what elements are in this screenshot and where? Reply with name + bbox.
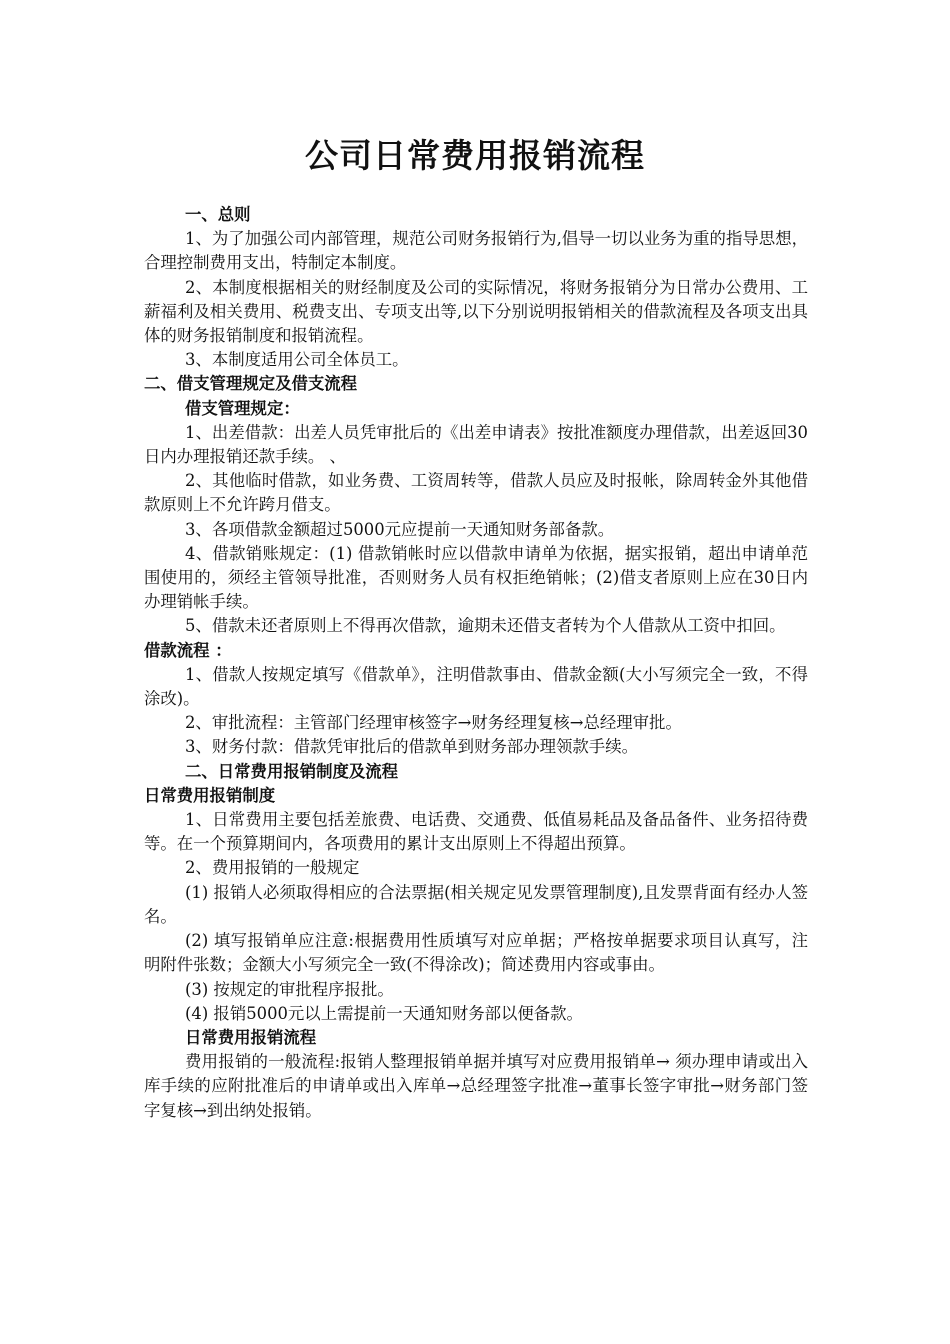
subheading-daily-expense-process: 日常费用报销流程 <box>185 1027 317 1047</box>
paragraph: 3、财务付款：借款凭审批后的借款单到财务部办理领款手续。 <box>185 737 638 757</box>
paragraph: (2) 填写报销单应注意:根据费用性质填写对应单据；严格按单据要求项目认真写，注明附件张数；金额大小写须完全一致(不得涂改)；简述费用内容或事由。 <box>144 931 808 975</box>
paragraph: 1、为了加强公司内部管理，规范公司财务报销行为,倡导一切以业务为重的指导思想，合理控制费用支出，特制定本制度。 <box>144 229 808 273</box>
paragraph: 3、各项借款金额超过5000元应提前一天通知财务部备款。 <box>185 519 615 539</box>
paragraph: 3、本制度适用公司全体员工。 <box>185 350 409 370</box>
paragraph: 1、借款人按规定填写《借款单》，注明借款事由、借款金额(大小写须完全一致，不得涂改)。 <box>144 664 808 709</box>
document-body <box>144 203 808 1123</box>
section-heading-borrowing: 二、借支管理规定及借支流程 <box>144 374 358 394</box>
paragraph: 2、其他临时借款，如业务费、工资周转等，借款人员应及时报帐，除周转金外其他借款原则上不允许跨月借支。 <box>144 471 808 515</box>
subheading-borrowing-process: 借款流程 ： <box>144 640 232 660</box>
paragraph: 4、借款销账规定：(1) 借款销帐时应以借款申请单为依据，据实报销，超出申请单范围使用的，须经主管领导批准，否则财务人员有权拒绝销帐；(2)借支者原则上应在30日内办理销帐手续。 <box>144 543 808 612</box>
paragraph: (1) 报销人必须取得相应的合法票据(相关规定见发票管理制度),且发票背面有经办人签名。 <box>144 882 808 926</box>
paragraph: 1、出差借款：出差人员凭审批后的《出差申请表》按批准额度办理借款，出差返回30日内办理报销还款手续。 、 <box>144 422 808 467</box>
section-heading-daily-expense: 二、日常费用报销制度及流程 <box>185 761 399 781</box>
subheading-daily-expense-rules: 日常费用报销制度 <box>144 785 276 805</box>
section-heading-general: 一、总则 <box>185 205 251 224</box>
paragraph: 5、借款未还者原则上不得再次借款，逾期未还借支者转为个人借款从工资中扣回。 <box>185 616 786 636</box>
paragraph: 费用报销的一般流程:报销人整理报销单据并填写对应费用报销单→ 须办理申请或出入库手续的应附批准后的申请单或出入库单→总经理签字批准→董事长签字审批→财务部门签字复核→到出纳处报销。 <box>144 1052 808 1120</box>
paragraph: 1、日常费用主要包括差旅费、电话费、交通费、低值易耗品及备品备件、业务招待费等。在一个预算期间内，各项费用的累计支出原则上不得超出预算。 <box>144 810 808 854</box>
paragraph: (3) 按规定的审批程序报批。 <box>185 979 394 999</box>
page-title: 公司日常费用报销流程 <box>305 136 645 175</box>
paragraph: (4) 报销5000元以上需提前一天通知财务部以便备款。 <box>185 1003 583 1023</box>
paragraph: 2、审批流程：主管部门经理审核签字→财务经理复核→总经理审批。 <box>185 713 682 733</box>
subheading-borrowing-rules: 借支管理规定： <box>185 398 300 418</box>
paragraph: 2、费用报销的一般规定 <box>185 858 360 878</box>
paragraph: 2、本制度根据相关的财经制度及公司的实际情况，将财务报销分为日常办公费用、工薪福利及相关费用、税费支出、专项支出等,以下分别说明报销相关的借款流程及各项支出具体的财务报销制度和报销流程。 <box>144 277 808 346</box>
